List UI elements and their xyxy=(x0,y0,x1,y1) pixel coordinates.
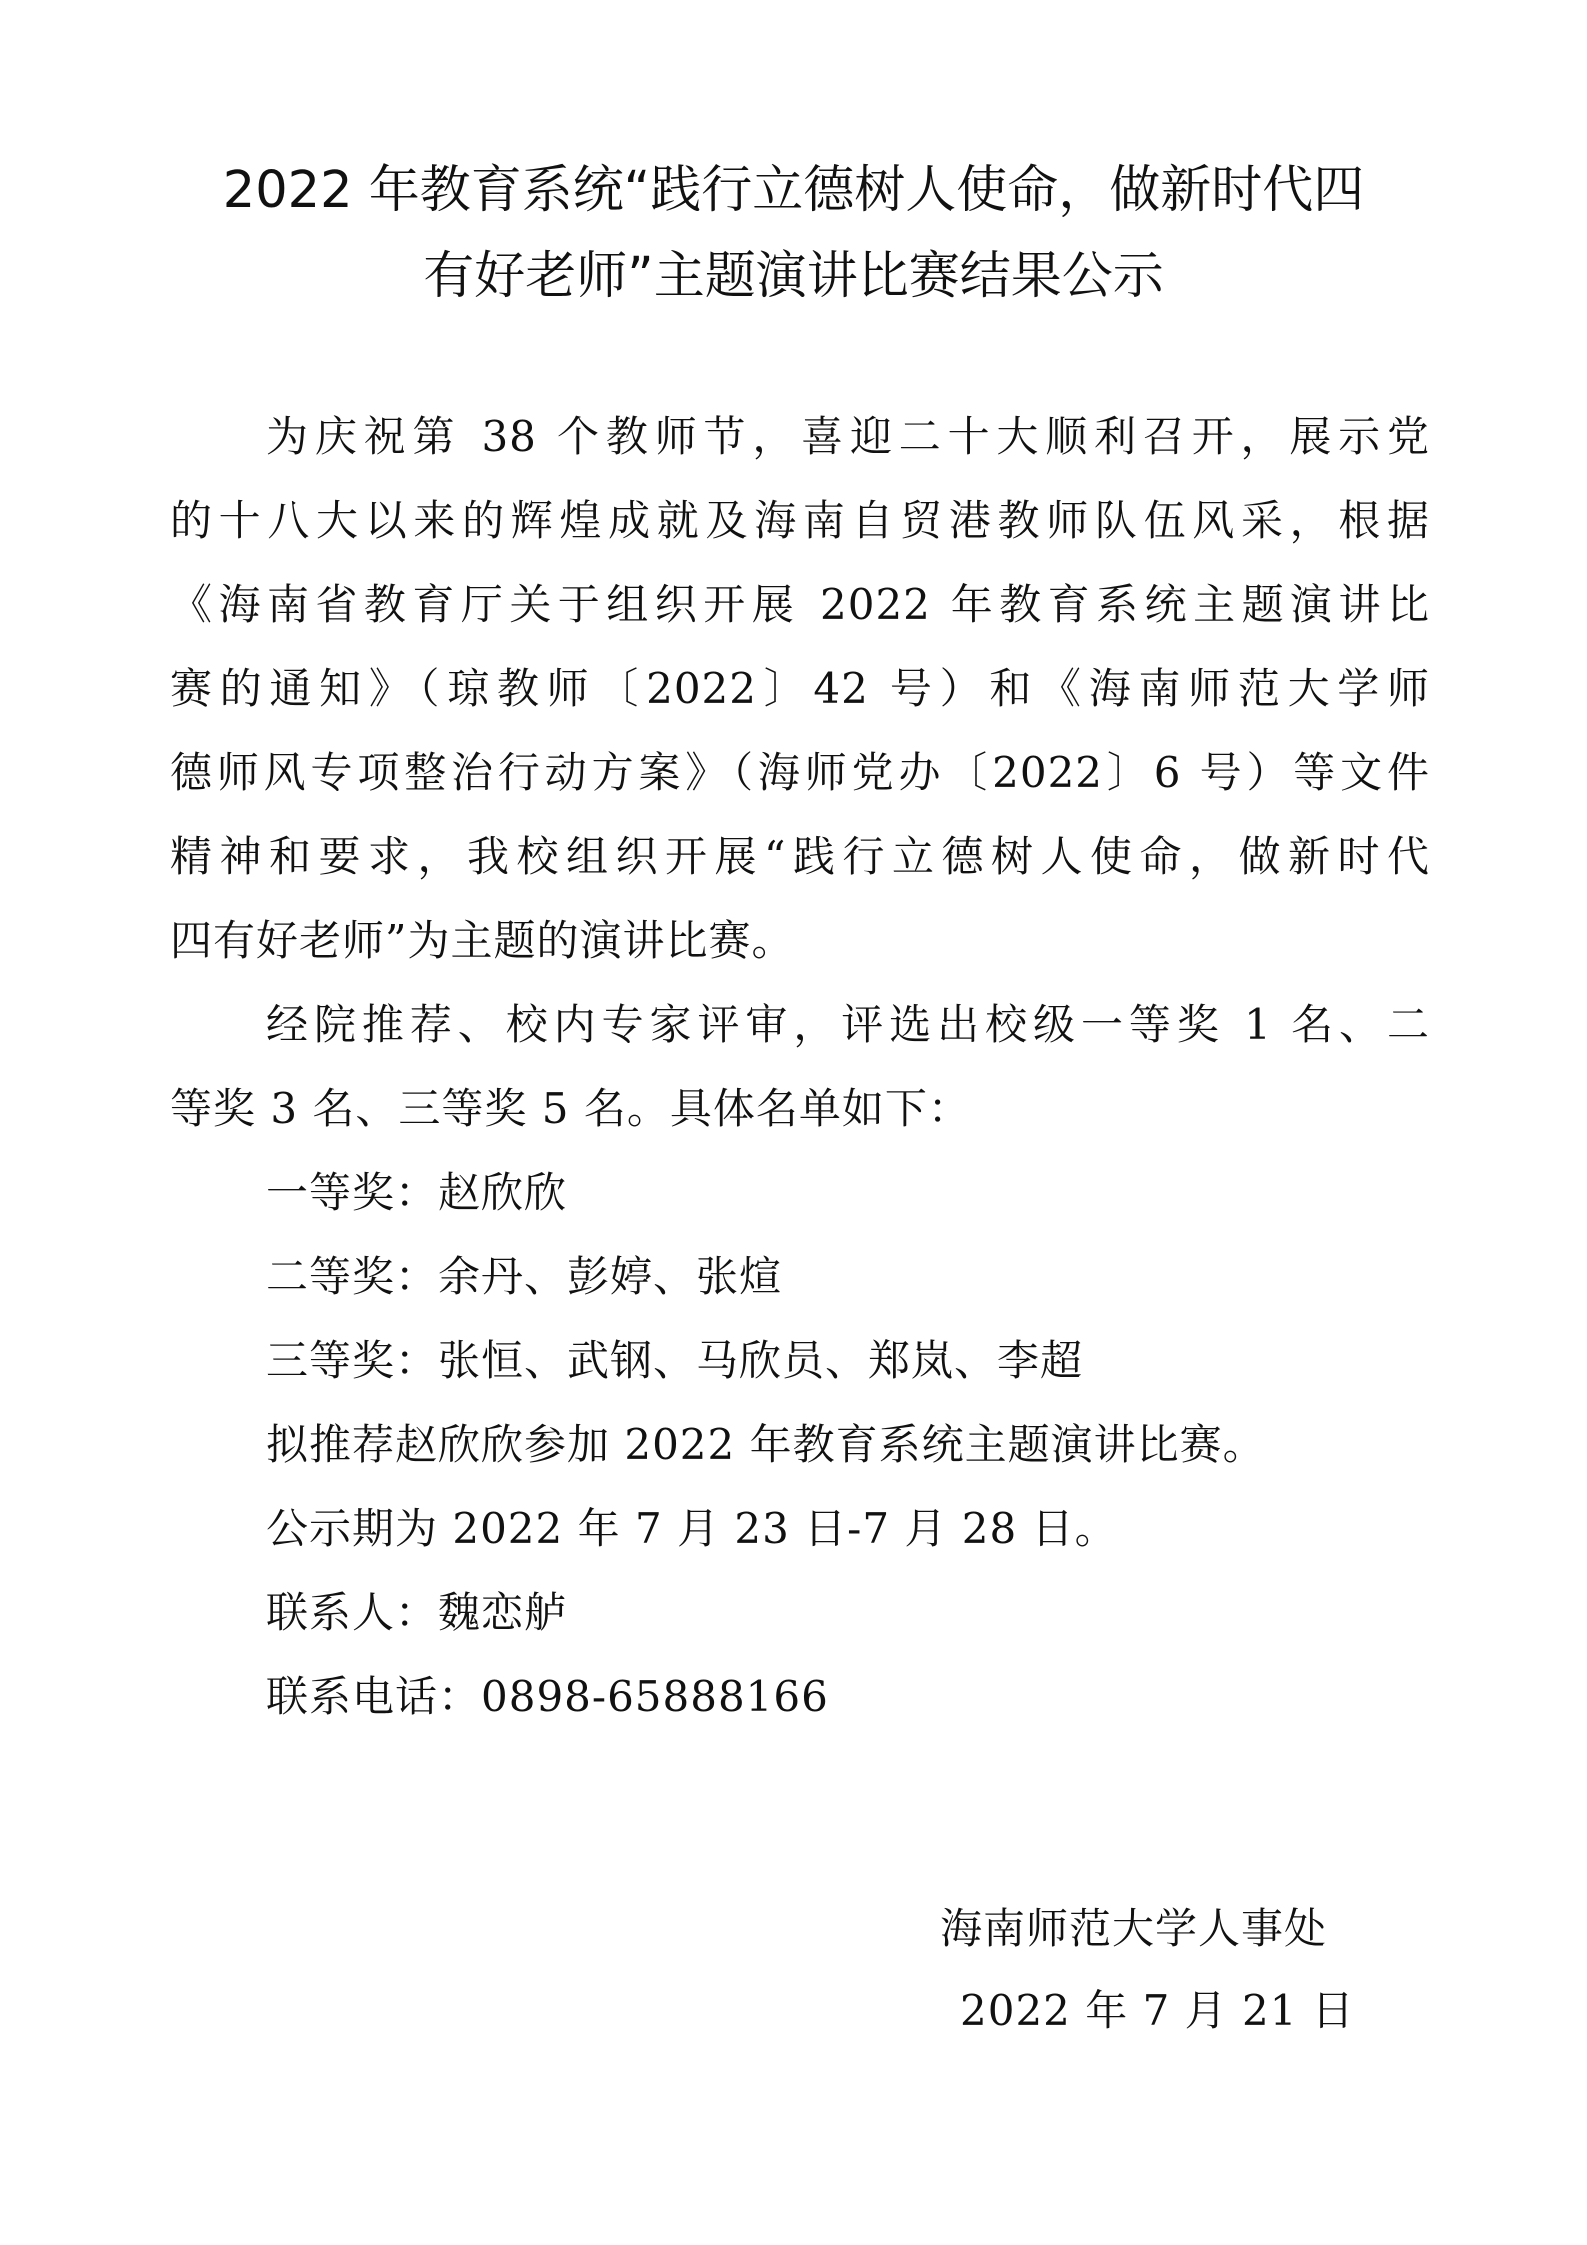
second-prize-line: 二等奖：余丹、彭婷、张煊 xyxy=(266,1252,783,1301)
paragraph-intro xyxy=(170,395,1430,983)
paragraph-line: 《海南省教育厅关于组织开展 2022 年教育系统主题演讲比 xyxy=(170,580,1430,629)
paragraph-line: 的十八大以来的辉煌成就及海南自贸港教师队伍风采，根据 xyxy=(170,496,1430,545)
contact-person-line: 联系人：魏恋舻 xyxy=(266,1588,568,1637)
signature-date: 2022 年 7 月 21 日 xyxy=(960,1986,1355,2035)
paragraph-line: 德师风专项整治行动方案》（海师党办〔2022〕6 号）等文件 xyxy=(170,748,1430,797)
signature-organization: 海南师范大学人事处 xyxy=(940,1904,1328,1953)
paragraph-line: 为庆祝第 38 个教师节，喜迎二十大顺利召开，展示党 xyxy=(266,412,1430,461)
paragraph-line: 等奖 3 名、三等奖 5 名。具体名单如下： xyxy=(170,1084,971,1133)
third-prize-line: 三等奖：张恒、武钢、马欣员、郑岚、李超 xyxy=(266,1336,1084,1385)
signature-block xyxy=(900,1888,1370,2052)
recommendation-line: 拟推荐赵欣欣参加 2022 年教育系统主题演讲比赛。 xyxy=(266,1420,1266,1469)
paragraph-selection xyxy=(170,983,1430,1151)
document-title xyxy=(150,148,1437,320)
first-prize-line: 一等奖：赵欣欣 xyxy=(266,1168,568,1217)
paragraph-line: 四有好老师”为主题的演讲比赛。 xyxy=(170,916,795,965)
title-line-1: 2022 年教育系统“践行立德树人使命，做新时代四 xyxy=(222,161,1365,220)
contact-phone-line: 联系电话：0898-65888166 xyxy=(266,1672,829,1721)
paragraph-line: 赛的通知》（琼教师〔2022〕42 号）和《海南师范大学师 xyxy=(170,664,1430,713)
paragraph-line: 精神和要求，我校组织开展“践行立德树人使命，做新时代 xyxy=(170,832,1430,881)
paragraph-line: 经院推荐、校内专家评审，评选出校级一等奖 1 名、二 xyxy=(266,1000,1430,1049)
title-line-2: 有好老师”主题演讲比赛结果公示 xyxy=(423,247,1164,306)
document-body xyxy=(170,395,1430,1739)
publicity-period-line: 公示期为 2022 年 7 月 23 日-7 月 28 日。 xyxy=(266,1504,1118,1553)
